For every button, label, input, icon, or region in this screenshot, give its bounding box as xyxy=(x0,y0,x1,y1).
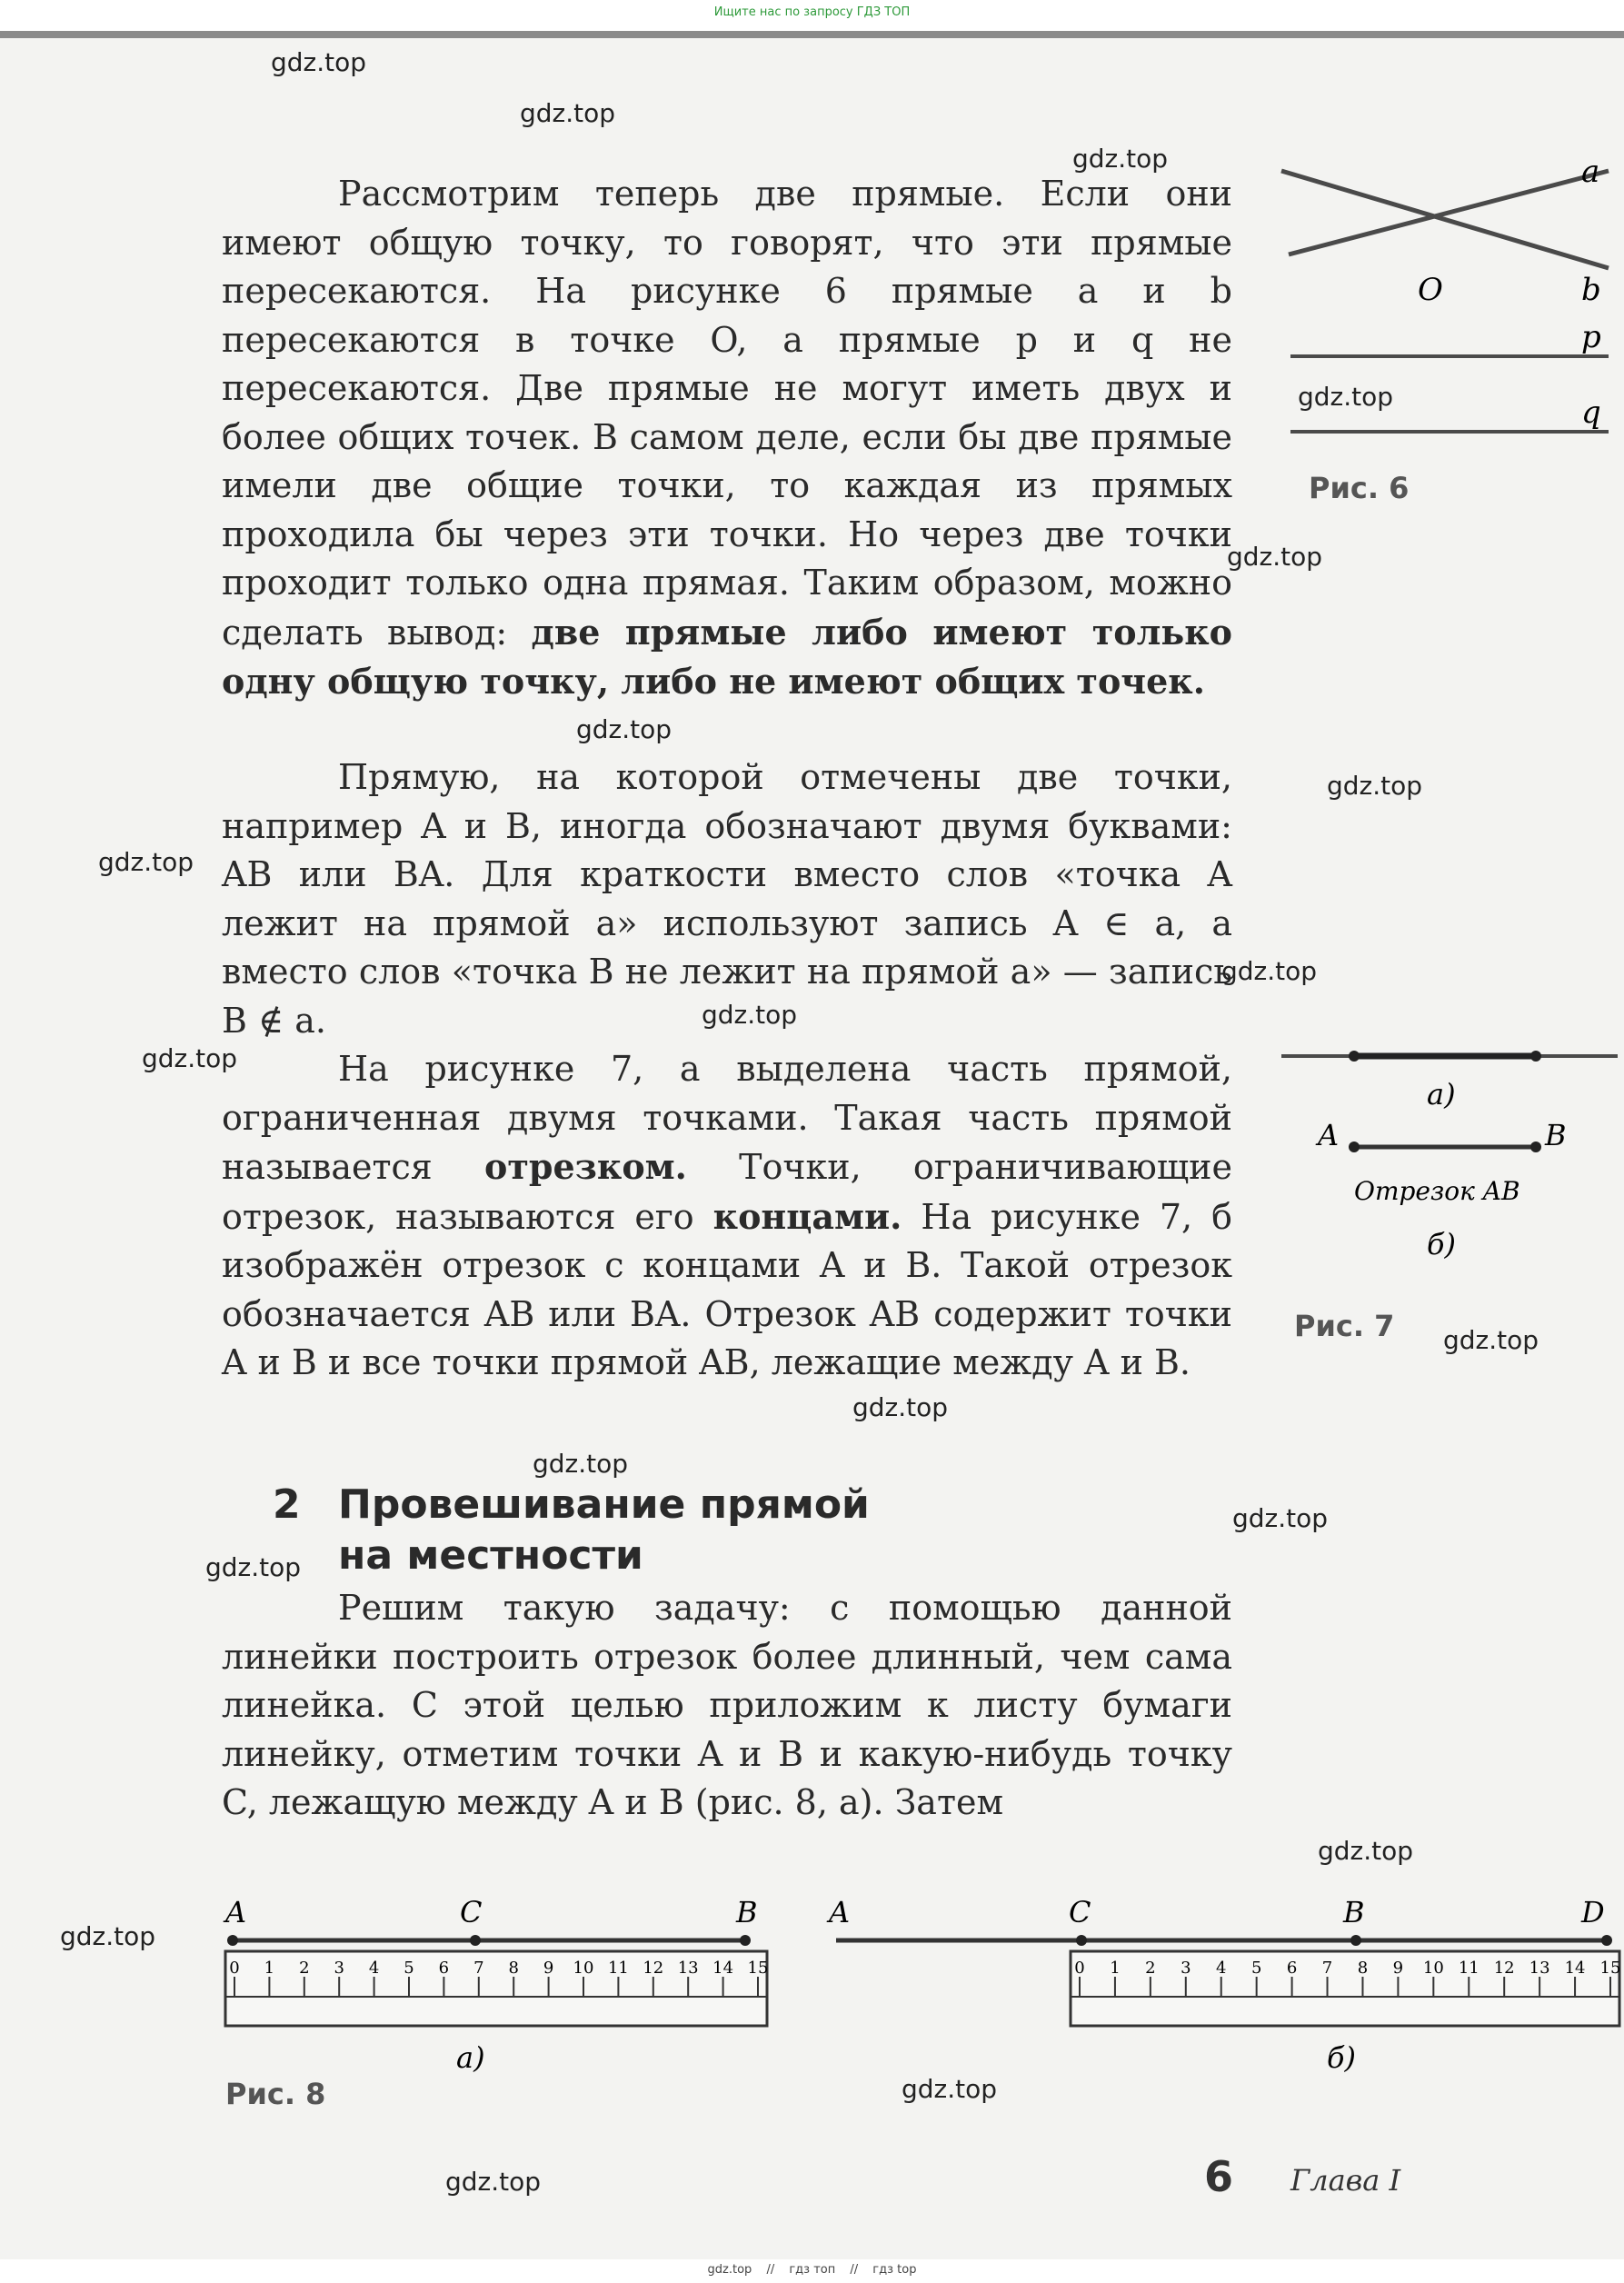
section-title-line1: Провешивание прямой xyxy=(338,1481,870,1528)
section-number: 2 xyxy=(273,1481,301,1528)
ruler-tick-label: 1 xyxy=(1110,1959,1121,1978)
ruler-tick-label: 15 xyxy=(747,1959,769,1978)
figure-6-caption: Рис. 6 xyxy=(1309,471,1410,505)
section-title-line2: на местности xyxy=(338,1532,643,1579)
subfig-7b-label: б) xyxy=(1427,1227,1457,1261)
watermark: gdz.top xyxy=(1221,956,1318,986)
watermark: gdz.top xyxy=(1318,1836,1414,1866)
ruler-tick-label: 1 xyxy=(264,1959,275,1978)
watermark: gdz.top xyxy=(1443,1325,1539,1355)
ruler-tick-label: 3 xyxy=(1181,1959,1191,1978)
paragraph-3-text-c: Точки, ограничивающие отрезок, называются его xyxy=(222,1147,1232,1237)
top-banner-text[interactable]: Ищите нас по запросу ГДЗ ТОП xyxy=(713,5,911,19)
dot-A xyxy=(1349,1142,1360,1152)
watermark: gdz.top xyxy=(520,98,616,128)
ruler-tick-label: 13 xyxy=(1529,1959,1550,1978)
bottom-sep-1: // xyxy=(766,2263,775,2277)
ruler-tick-label: 9 xyxy=(1392,1959,1404,1978)
watermark: gdz.top xyxy=(533,1449,629,1479)
dot-left-C xyxy=(470,1935,481,1946)
watermark: gdz.top xyxy=(1298,382,1394,412)
ruler-tick-label: 3 xyxy=(334,1959,344,1978)
paragraph-1-bold: две прямые либо имеют только одну общую точку, либо не имеют общих точек. xyxy=(222,611,1232,702)
bottom-link-3[interactable]: гдз top xyxy=(872,2263,917,2277)
ruler-tick-label: 2 xyxy=(1145,1959,1156,1978)
paragraph-3-text-d: На рисунке 7, б изображён отрезок с концами A и B. Такой отрезок обозначается AB или BA. Отрезок AB содержит точки A и B и все точки прямой AB, лежащие между A и B. xyxy=(222,1196,1232,1382)
point-A-label: A xyxy=(1318,1118,1340,1152)
ruler-tick-label: 0 xyxy=(229,1959,240,1978)
label-a: a xyxy=(1581,154,1600,190)
bottom-banner xyxy=(0,2259,1624,2283)
paragraph-task xyxy=(222,1584,1232,1828)
watermark: gdz.top xyxy=(1227,542,1323,572)
subfig-8b-label: б) xyxy=(1327,2040,1357,2075)
ruler-tick-label: 12 xyxy=(643,1959,664,1978)
ruler-tick-label: 10 xyxy=(1422,1959,1444,1978)
term-ends: концами. xyxy=(712,1195,902,1237)
dot-left-A xyxy=(227,1935,238,1946)
figure-8-caption: Рис. 8 xyxy=(225,2077,326,2111)
ruler-tick-label: 4 xyxy=(1216,1959,1227,1978)
ruler-tick-label: 4 xyxy=(368,1959,380,1978)
ruler-tick-label: 6 xyxy=(438,1959,450,1978)
ruler-tick-label: 14 xyxy=(712,1959,734,1978)
watermark: gdz.top xyxy=(142,1043,238,1073)
label-O: O xyxy=(1418,272,1443,308)
bottom-banner-text xyxy=(0,2263,1624,2277)
dot-7a-left xyxy=(1349,1051,1360,1062)
watermark: gdz.top xyxy=(1327,771,1423,801)
ruler-tick-label: 2 xyxy=(299,1959,310,1978)
paragraph-segment xyxy=(222,1045,1232,1388)
dot-right-C xyxy=(1076,1935,1087,1946)
bottom-sep-2: // xyxy=(850,2263,859,2277)
watermark: gdz.top xyxy=(1072,144,1169,174)
watermark: gdz.top xyxy=(702,1000,798,1030)
ruler-tick-label: 15 xyxy=(1599,1959,1621,1978)
bottom-link-1[interactable]: gdz.top xyxy=(707,2263,752,2277)
dot-right-B xyxy=(1350,1935,1361,1946)
watermark: gdz.top xyxy=(60,1921,156,1951)
top-banner xyxy=(0,0,1624,31)
page-number: 6 xyxy=(1204,2152,1234,2201)
ruler-tick-label: 8 xyxy=(1357,1959,1369,1978)
ruler-tick-label: 9 xyxy=(543,1959,554,1978)
right-D-label: D xyxy=(1581,1895,1605,1929)
ruler-left xyxy=(225,1951,768,2026)
ruler-tick-label: 8 xyxy=(508,1959,519,1978)
watermark: gdz.top xyxy=(902,2074,998,2104)
left-C-label: C xyxy=(460,1895,483,1929)
ruler-tick-label: 10 xyxy=(573,1959,594,1978)
paragraph-1-text: Рассмотрим теперь две прямые. Если они имеют общую точку, то говорят, что эти прямые пересекаются. На рисунке 6 прямые a и b пересекаются в точке O, а прямые p и q не пересекаются. Две прямые не могут иметь двух и более общих точек. В самом деле, если бы две прямые имели две общие точки, то каждая из прямых проходила бы через эти точки. Но через две точки проходит только одна прямая. Таким образом, можно сделать вывод: xyxy=(222,174,1232,653)
watermark: gdz.top xyxy=(852,1392,949,1422)
ruler-right xyxy=(1071,1951,1620,2026)
paragraph-3-text-a: На рисунке 7, a выделена часть прямой, ограниченная двумя точками. Такая часть прямой называется xyxy=(222,1049,1232,1187)
watermark: gdz.top xyxy=(205,1552,302,1582)
watermark: gdz.top xyxy=(576,714,673,744)
subfig-7a-label: a) xyxy=(1427,1077,1456,1112)
ruler-tick-label: 6 xyxy=(1286,1959,1298,1978)
watermark: gdz.top xyxy=(271,47,367,77)
dot-7a-right xyxy=(1530,1051,1541,1062)
paragraph-intersecting-lines xyxy=(222,170,1232,707)
figure-8 xyxy=(218,1886,1621,2086)
right-B-label: B xyxy=(1343,1895,1365,1929)
point-B-label: B xyxy=(1545,1118,1567,1152)
ruler-tick-label: 7 xyxy=(1321,1959,1333,1978)
watermark: gdz.top xyxy=(1232,1503,1329,1533)
figure-7 xyxy=(1272,1036,1622,1272)
right-A-label: A xyxy=(829,1895,851,1929)
watermark: gdz.top xyxy=(445,2167,542,2197)
ruler-tick-label: 5 xyxy=(1250,1959,1262,1978)
segment-AB-label: Отрезок AB xyxy=(1354,1176,1520,1206)
label-b: b xyxy=(1581,272,1601,308)
line-a xyxy=(1289,171,1609,254)
label-p: p xyxy=(1581,319,1601,355)
ruler-tick-label: 12 xyxy=(1493,1959,1515,1978)
left-A-label: A xyxy=(225,1895,247,1929)
label-q: q xyxy=(1581,394,1601,431)
scan-edge xyxy=(0,31,1624,38)
dot-B xyxy=(1530,1142,1541,1152)
ruler-tick-label: 7 xyxy=(473,1959,484,1978)
ruler-tick-label: 11 xyxy=(607,1959,629,1978)
ruler-tick-label: 11 xyxy=(1458,1959,1480,1978)
ruler-tick-label: 13 xyxy=(677,1959,699,1978)
paragraph-4-text: Решим такую задачу: с помощью данной линейки построить отрезок более длинный, чем сама линейка. С этой целью приложим к листу бумаги линейку, отметим точки A и B и какую-нибудь точку C, лежащую между A и B (рис. 8, a). Затем xyxy=(222,1588,1232,1822)
ruler-tick-label: 0 xyxy=(1074,1959,1085,1978)
right-C-label: C xyxy=(1069,1895,1091,1929)
ruler-tick-label: 14 xyxy=(1564,1959,1586,1978)
subfig-8a-label: a) xyxy=(456,2040,485,2075)
dot-right-D xyxy=(1601,1935,1612,1946)
dot-left-B xyxy=(740,1935,751,1946)
bottom-link-2[interactable]: гдз топ xyxy=(789,2263,836,2277)
paragraph-2-text: Прямую, на которой отмечены две точки, например A и B, иногда обозначают двумя буквами: AB или BA. Для краткости вместо слов «точка A лежит на прямой a» используют запись A ∈ a, а вместо слов «точка B не лежит на прямой a» — запись B ∉ a. xyxy=(222,757,1232,1041)
watermark: gdz.top xyxy=(98,847,194,877)
ruler-tick-label: 5 xyxy=(404,1959,414,1978)
section-title xyxy=(338,1480,870,1581)
chapter-label: Глава I xyxy=(1290,2163,1401,2198)
figure-7-caption: Рис. 7 xyxy=(1294,1309,1395,1343)
term-segment: отрезком. xyxy=(484,1146,687,1187)
left-B-label: B xyxy=(736,1895,758,1929)
